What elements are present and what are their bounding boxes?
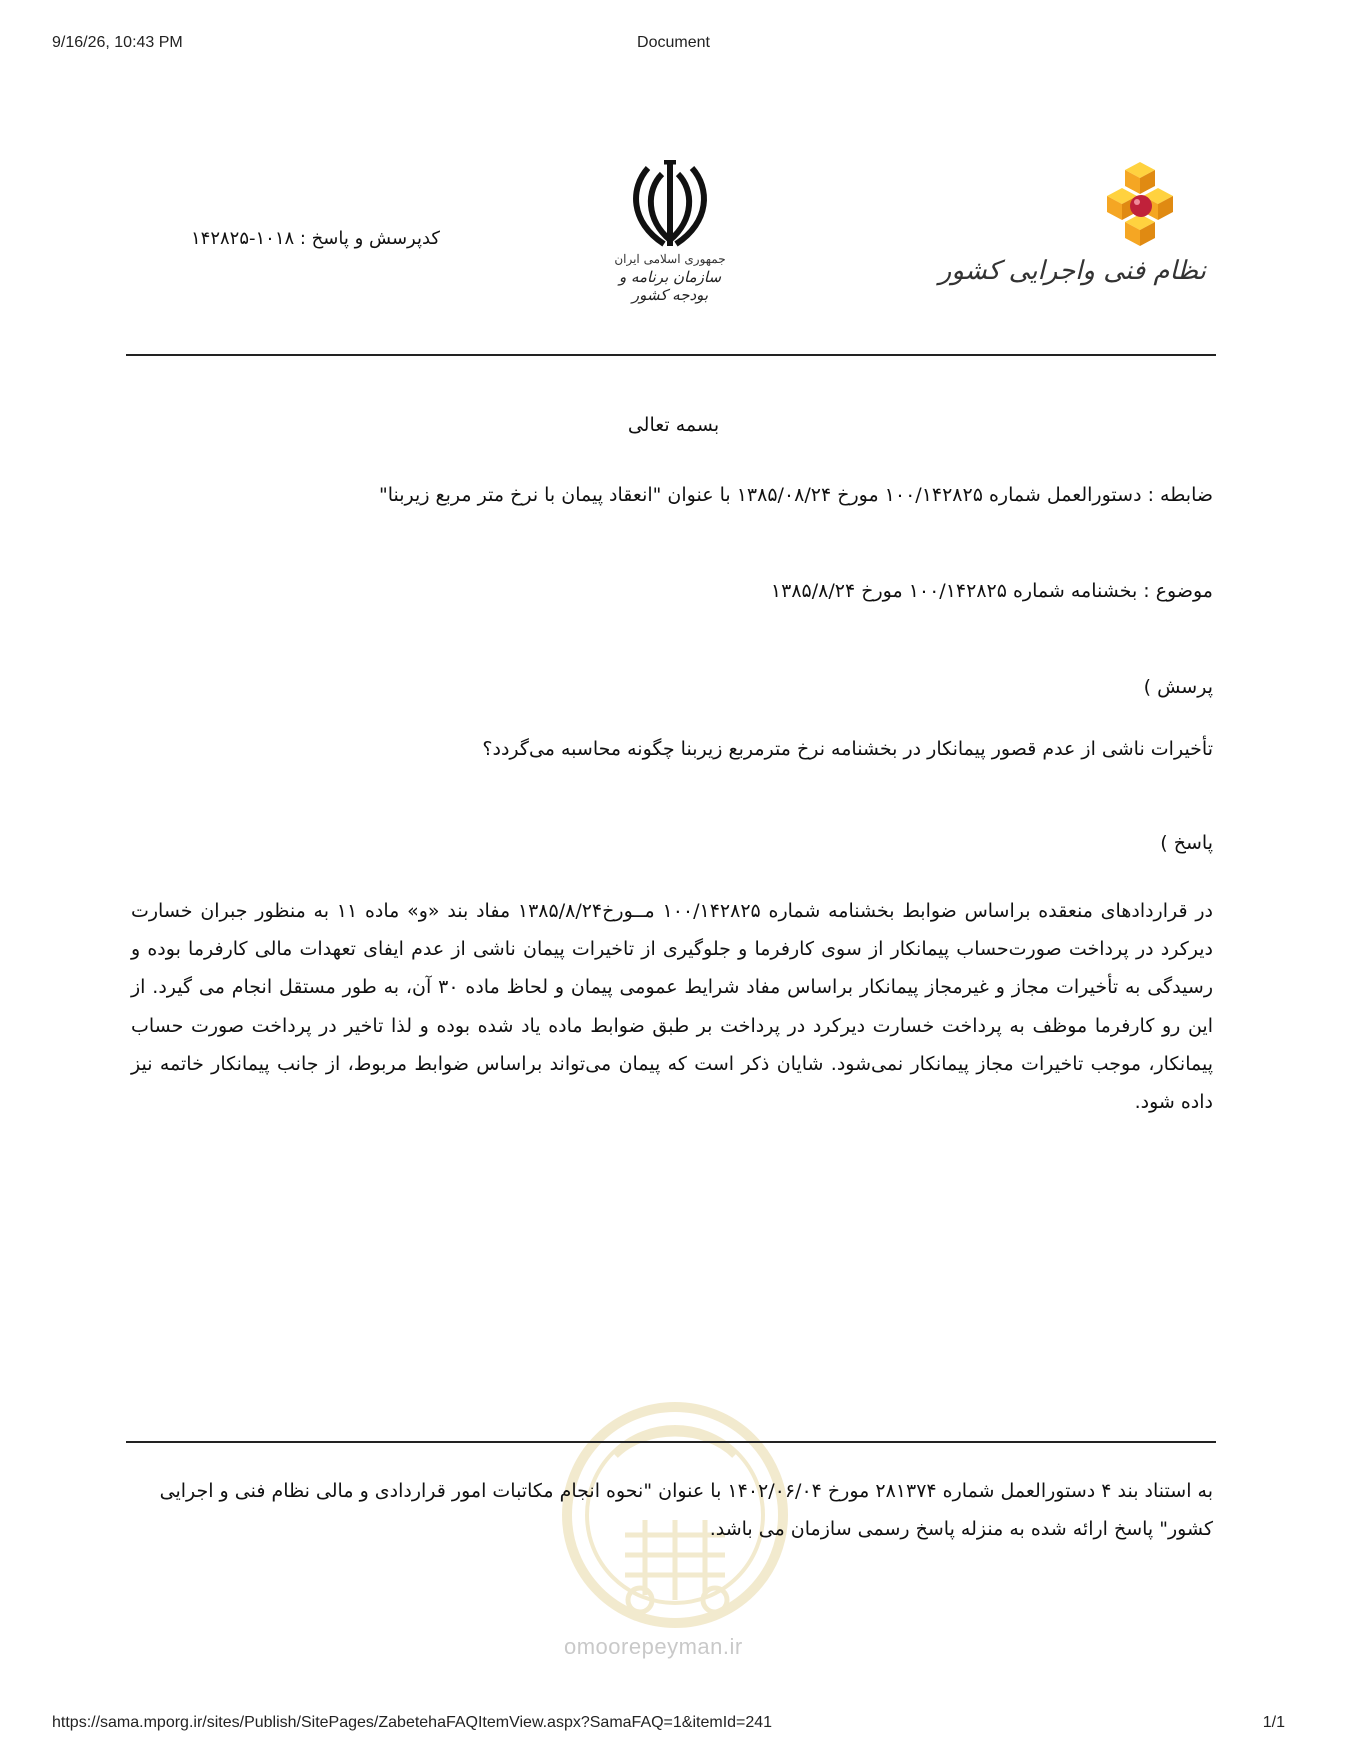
emblem-line2: سازمان برنامه و بودجه کشور <box>618 268 722 304</box>
answer-text: در قراردادهای منعقده براساس ضوابط بخشنامه شماره ۱۰۰/۱۴۲۸۲۵ مــورخ۱۳۸۵/۸/۲۴ مفاد بند «و» ماده ۱۱ به منظور جبران خسارت دیرکرد در پرداخت صورت‌حساب پیمانکار از سوی کارفرما و جلوگیری از تاخیرات پیمان ناشی از عدم ایفای تعهدات مالی کارفرما بوده و رسیدگی به تأخیرات مجاز و غیرمجاز پیمانکار براساس مفاد شرایط عمومی پیمان و لحاظ ماده ۳۰ آن، به طور مستقل انجام می گیرد. از این رو کارفرما موظف به پرداخت خسارت دیرکرد در پرداخت بر طبق ضوابط ماده یاد شده بوده و لذا تاخیر در پرداخت صورت حساب پیمانکار، موجب تاخیرات مجاز پیمانکار نمی‌شود. شایان ذکر است که پیمان می‌تواند براساس ضوابط مربوط، از جانب پیمانکار خاتمه نیز داده شود. <box>131 900 1213 1114</box>
print-header <box>0 34 1347 58</box>
header-divider <box>126 354 1216 356</box>
question-text: تأخیرات ناشی از عدم قصور پیمانکار در بخشنامه نرخ مترمربع زیربنا چگونه محاسبه می‌گردد؟ <box>482 738 1213 760</box>
subject-line: موضوع : بخشنامه شماره ۱۰۰/۱۴۲۸۲۵ مورخ ۱۳۸۵/۸/۲۴ <box>770 580 1213 602</box>
print-datetime: 9/16/26, 10:43 PM <box>52 34 183 51</box>
emblem-line1: جمهوری اسلامی ایران <box>614 252 726 266</box>
footer-divider <box>126 1441 1216 1443</box>
question-code: کدپرسش و پاسخ : ۱۰۱۸-۱۴۲۸۲۵ <box>190 228 440 249</box>
org-logo <box>938 160 1210 320</box>
page-number: 1/1 <box>1262 1714 1285 1731</box>
print-document-title: Document <box>637 34 710 51</box>
iran-emblem <box>600 160 740 310</box>
answer-heading: پاسخ ) <box>1160 832 1213 854</box>
cube-logo-icon <box>1095 160 1185 250</box>
page-url: https://sama.mporg.ir/sites/Publish/SitePages/ZabetehaFAQItemView.aspx?SamaFAQ=1&itemId=241 <box>52 1714 773 1731</box>
watermark-site: omoorepeyman.ir <box>564 1634 743 1659</box>
question-heading: پرسش ) <box>1143 676 1213 698</box>
footer-note: به استناد بند ۴ دستورالعمل شماره ۲۸۱۳۷۴ مورخ ۱۴۰۲/۰۶/۰۴ با عنوان "نحوه انجام مکاتبات امور قراردادی و مالی نظام فنی و اجرایی کشور" پاسخ ارائه شده به منزله پاسخ رسمی سازمان می باشد. <box>159 1480 1213 1540</box>
regulation-line: ضابطه : دستورالعمل شماره ۱۰۰/۱۴۲۸۲۵ مورخ ۱۳۸۵/۰۸/۲۴ با عنوان "انعقاد پیمان با نرخ متر مربع زیربنا" <box>379 484 1213 506</box>
emblem-icon <box>624 160 716 250</box>
basmala: بسمه تعالی <box>627 414 720 436</box>
org-logo-text: نظام فنی واجرایی کشور <box>938 256 1206 286</box>
